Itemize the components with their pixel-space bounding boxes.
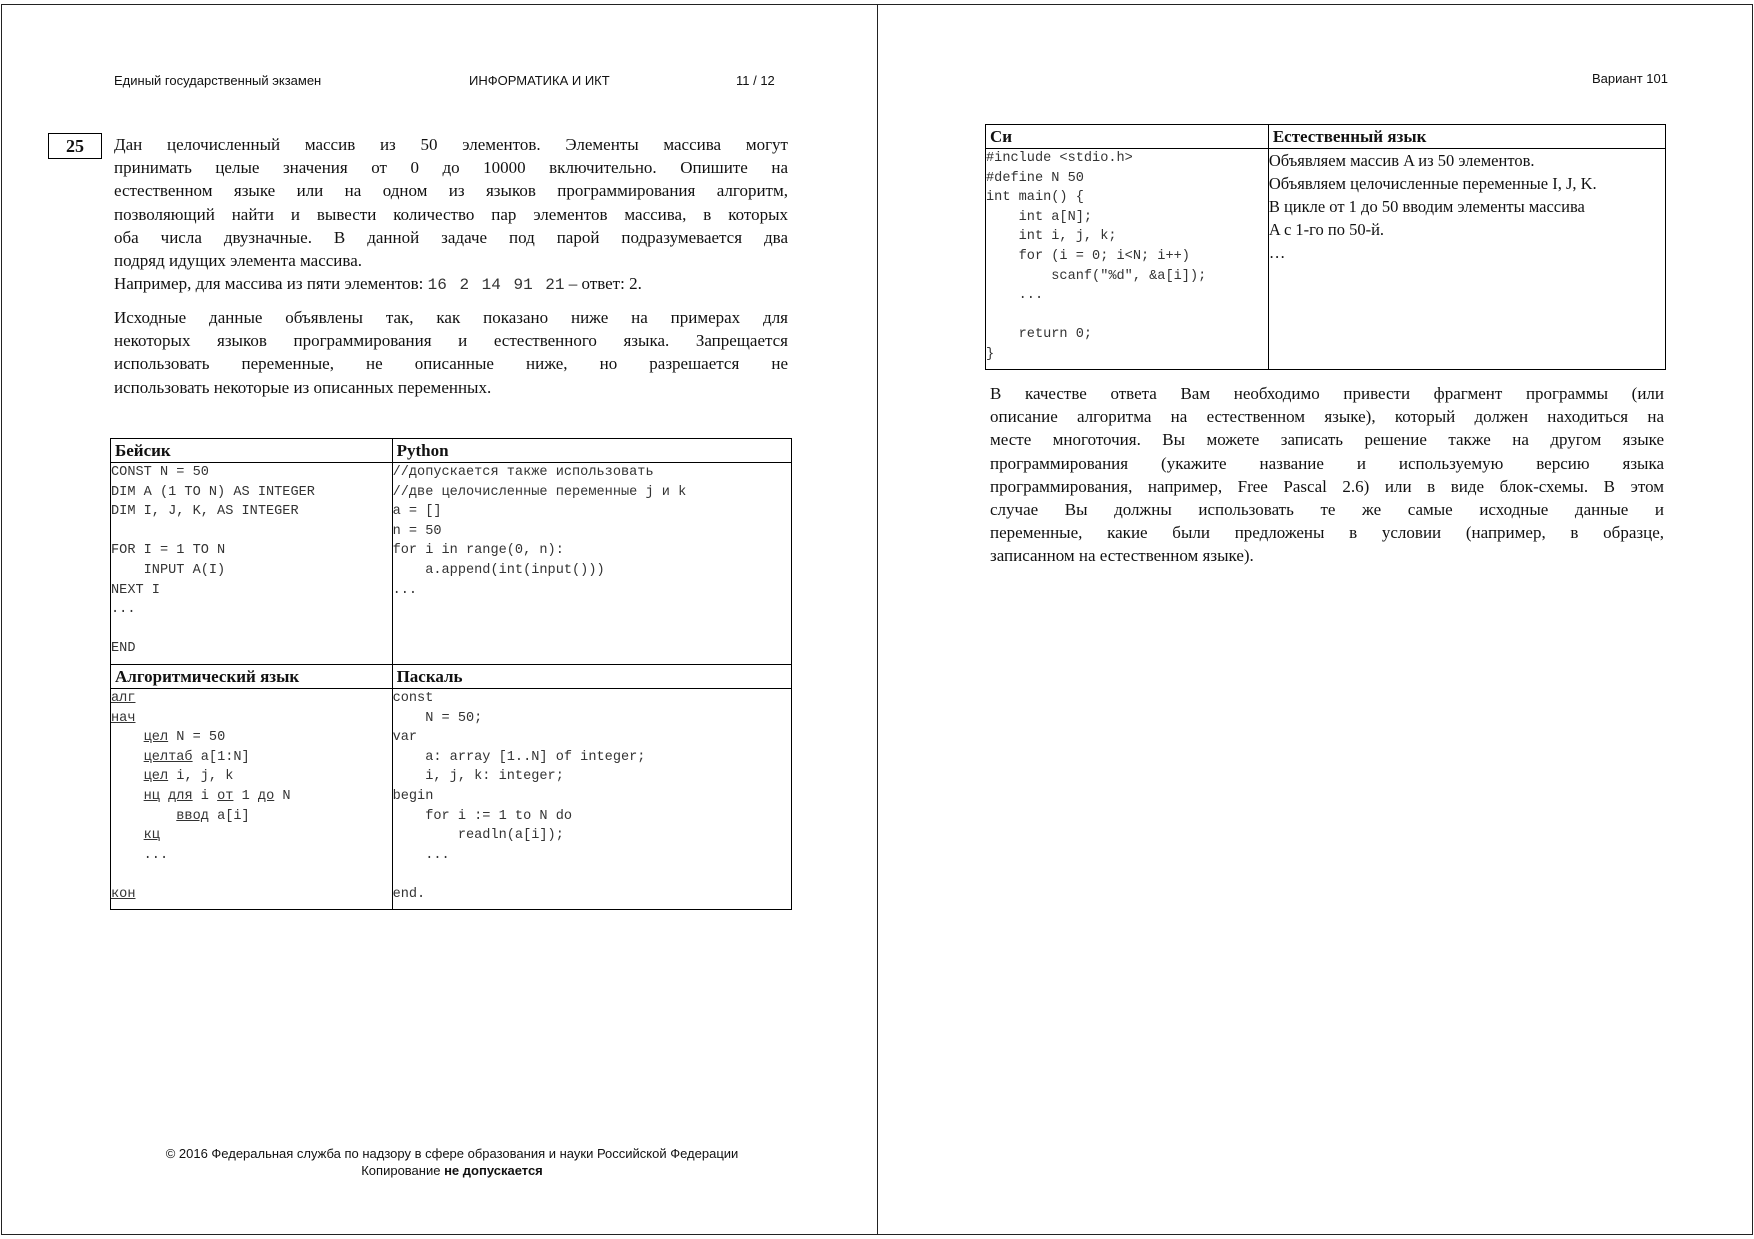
python-header: Python — [392, 439, 791, 463]
code-table-right — [985, 124, 1666, 370]
intro-line: Исходные данные объявлены так, как показано ниже на примерах для — [114, 308, 788, 327]
code-line: readln(a[i]); — [392, 828, 564, 844]
code-line — [986, 306, 1268, 326]
c-code — [986, 149, 1269, 370]
code-line: n = 50 — [392, 523, 442, 539]
task-line: подряд идущих элемента массива. — [114, 250, 362, 270]
pascal-header: Паскаль — [392, 665, 791, 689]
task-number: 25 — [48, 133, 102, 159]
code-line: END — [111, 641, 136, 657]
task-statement — [114, 133, 788, 295]
answer-instructions — [990, 382, 1664, 568]
code-line: const — [392, 691, 434, 706]
answer-line: записанном на естественном языке). — [990, 546, 1254, 566]
intro-line: использовать некоторые из описанных переменных. — [114, 377, 492, 397]
code-line: int a[N]; — [986, 209, 1093, 225]
right-page — [877, 4, 1753, 1235]
example-array: 16 2 14 91 21 — [427, 276, 565, 295]
footer-copyright: © 2016 Федеральная служба по надзору в сфере образования и науки Российской Федерации — [165, 1146, 739, 1161]
code-line: a = [] — [392, 504, 442, 520]
left-page — [1, 4, 878, 1235]
code-line: for i := 1 to N do — [392, 808, 573, 824]
code-line: кц — [143, 828, 160, 844]
natural-line: В цикле от 1 до 50 вводим элементы массива — [1268, 197, 1585, 216]
header-variant: Вариант 101 — [1591, 71, 1668, 86]
footer-copy-notice: Копирование не допускается — [361, 1163, 543, 1178]
code-line: цел i, j, k — [143, 769, 234, 785]
code-line: нач — [111, 710, 136, 726]
code-line: нц для i от 1 до N — [143, 788, 291, 804]
example-suffix: – ответ: 2. — [564, 274, 642, 294]
answer-line: описание алгоритма на естественном языке), который должен находиться на — [990, 407, 1664, 427]
header-exam-title: Единый государственный экзамен — [114, 73, 322, 88]
intro-line: некоторых языков программирования и естественного языка. Запрещается — [114, 331, 788, 351]
footer — [92, 1145, 812, 1179]
code-table-left — [110, 438, 792, 910]
code-line: //две целочисленные переменные j и k — [392, 484, 687, 500]
code-line: CONST N = 50 — [111, 465, 209, 480]
code-line: ... — [986, 288, 1044, 304]
task-line: позволяющий найти и вывести количество пар элементов массива, в которых — [114, 204, 788, 224]
code-line: a: array [1..N] of integer; — [392, 749, 646, 765]
intro-line: использовать переменные, не описанные ниже, но разрешается не — [114, 354, 788, 374]
code-line: N = 50; — [392, 710, 483, 726]
answer-line: программирования, например, Free Pascal 2.6) или в виде блок-схемы. В этом — [990, 476, 1664, 496]
pascal-code — [392, 689, 791, 910]
answer-line: программирования (укажите название и используемую версию языка — [990, 453, 1664, 473]
natural-line: … — [1268, 243, 1286, 262]
code-line: for i in range(0, n): — [392, 543, 564, 559]
answer-line: случае Вы должны использовать те же самые исходные данные и — [990, 499, 1664, 519]
natural-line: Объявляем массив A из 50 элементов. — [1268, 151, 1535, 170]
code-line: FOR I = 1 TO N — [111, 543, 226, 559]
task-line: принимать целые значения от 0 до 10000 включительно. Опишите на — [114, 158, 788, 178]
code-line: ... — [111, 602, 136, 618]
code-line: a.append(int(input())) — [392, 562, 605, 578]
code-line: end. — [392, 886, 426, 902]
code-line: ... — [143, 847, 169, 863]
code-line: цел N = 50 — [143, 730, 226, 746]
code-line: var — [392, 730, 418, 746]
task-example — [114, 272, 788, 295]
natural-language-description — [1268, 149, 1665, 370]
code-line: целтаб a[1:N] — [143, 749, 250, 765]
code-line: #include <stdio.h> — [986, 151, 1133, 166]
example-prefix: Например, для массива из пяти элементов: — [114, 274, 428, 294]
natural-line: Объявляем целочисленные переменные I, J, K. — [1268, 174, 1597, 193]
code-line: ввод a[i] — [176, 808, 250, 824]
code-line: } — [986, 346, 995, 362]
answer-line: переменные, какие были предложены в условии (например, в образце, — [990, 523, 1664, 543]
code-line: for (i = 0; i<N; i++) — [986, 248, 1190, 264]
code-line — [111, 620, 392, 640]
code-line: алг — [111, 691, 136, 706]
c-header: Си — [986, 125, 1269, 149]
python-code — [392, 463, 791, 665]
code-line: кон — [111, 886, 136, 902]
code-line: scanf("%d", &a[i]); — [986, 268, 1207, 284]
code-line: DIM I, J, K, AS INTEGER — [111, 504, 299, 520]
code-line: //допускается также использовать — [392, 465, 654, 480]
code-line — [111, 522, 392, 542]
task-line: оба числа двузначные. В данной задаче под парой подразумевается два — [114, 227, 788, 247]
code-line: int main() { — [986, 190, 1084, 206]
code-line: DIM A (1 TO N) AS INTEGER — [111, 484, 315, 500]
intro-text — [114, 306, 788, 399]
code-line: ... — [392, 582, 418, 598]
basic-code — [111, 463, 393, 665]
task-line: Дан целочисленный массив из 50 элементов. Элементы массива могут — [114, 135, 788, 154]
task-line: естественном языке или на одном из языков программирования алгоритм, — [114, 181, 788, 201]
code-line: begin — [392, 788, 434, 804]
answer-line: В качестве ответа Вам необходимо привести фрагмент программы (или — [990, 384, 1664, 403]
code-line: NEXT I — [111, 582, 160, 598]
answer-line: месте многоточия. Вы можете записать решение также на другом языке — [990, 430, 1664, 450]
algo-code — [111, 689, 393, 910]
code-line — [111, 865, 392, 885]
code-line: #define N 50 — [986, 170, 1084, 186]
code-line: ... — [392, 847, 450, 863]
code-line: i, j, k: integer; — [392, 769, 564, 785]
code-line — [393, 865, 791, 885]
natural-line: A с 1-го по 50-й. — [1268, 220, 1385, 239]
code-line: int i, j, k; — [986, 229, 1117, 245]
code-line: return 0; — [986, 327, 1093, 343]
header-subject: ИНФОРМАТИКА И ИКТ — [469, 73, 610, 88]
code-line: INPUT A(I) — [111, 562, 226, 578]
natural-header: Естественный язык — [1268, 125, 1665, 149]
algo-header: Алгоритмический язык — [111, 665, 393, 689]
header-page-number: 11 / 12 — [736, 73, 775, 88]
basic-header: Бейсик — [111, 439, 393, 463]
